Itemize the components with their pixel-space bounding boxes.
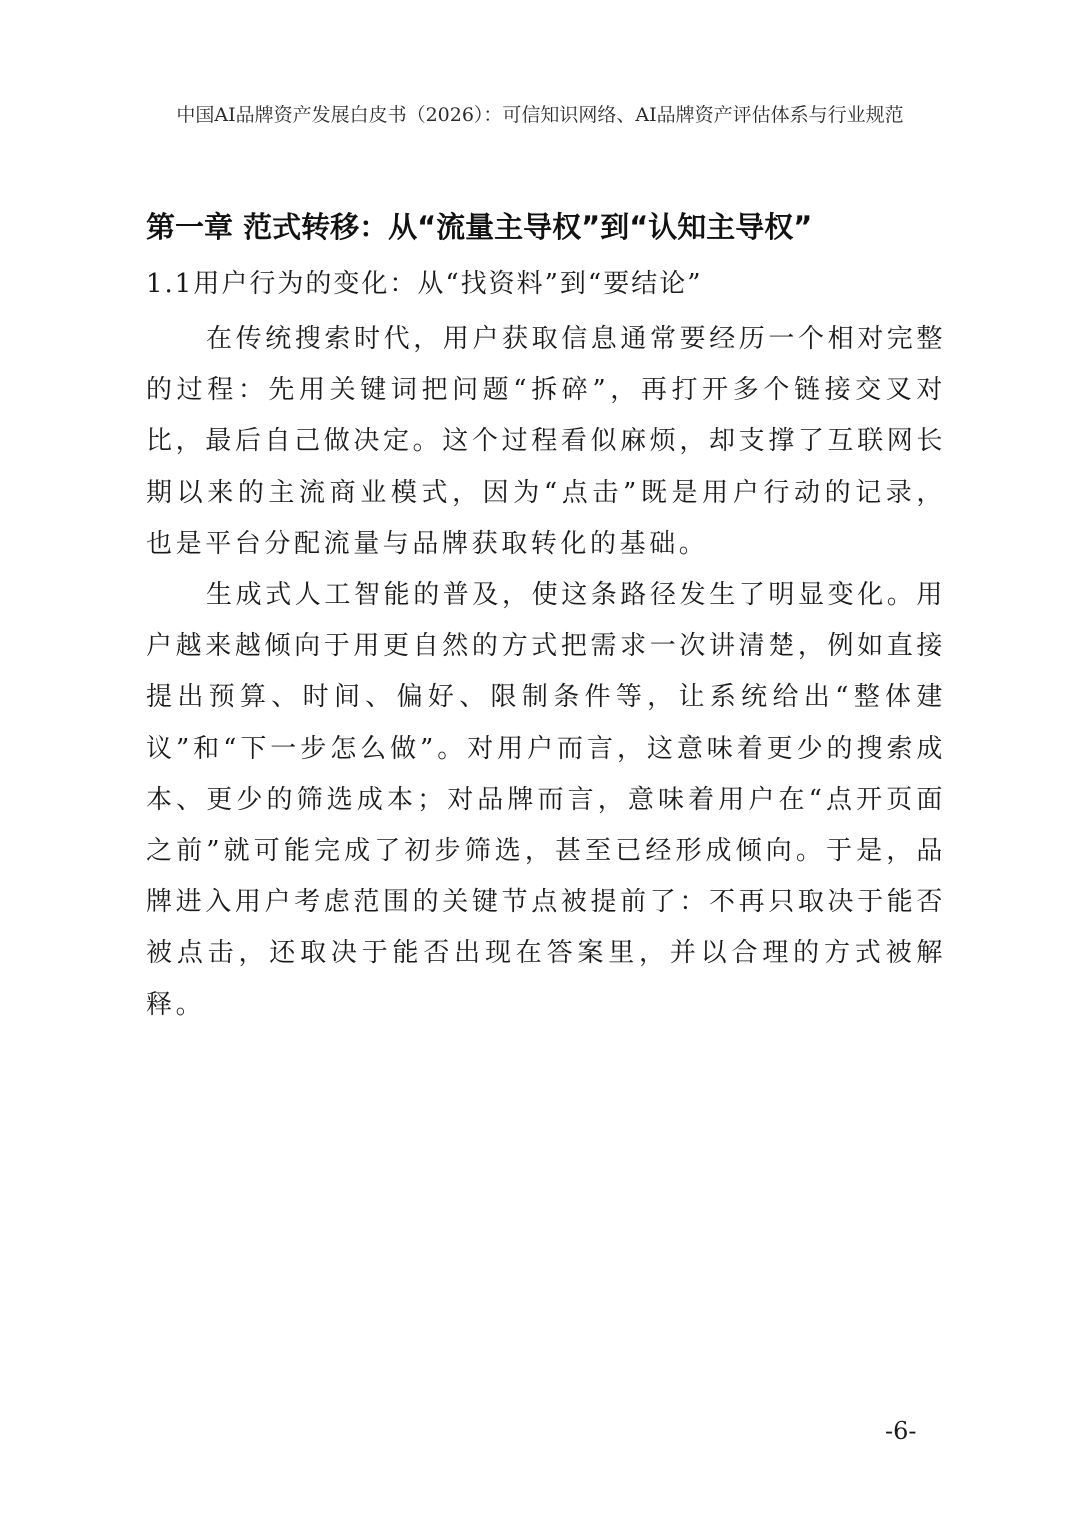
page-number: -6-: [885, 1417, 917, 1445]
running-header: 中国AI品牌资产发展白皮书（2026）：可信知识网络、AI品牌资产评估体系与行业规范: [176, 104, 904, 126]
paragraph: 在传统搜索时代，用户获取信息通常要经历一个相对完整的过程：先用关键词把问题“拆碎”，再打开多个链接交叉对比，最后自己做决定。这个过程看似麻烦，却支撑了互联网长期以来的主流商业模式，因为“点击”既是用户行动的记录，也是平台分配流量与品牌获取转化的基础。: [146, 324, 947, 559]
paragraph: 生成式人工智能的普及，使这条路径发生了明显变化。用户越来越倾向于用更自然的方式把需求一次讲清楚，例如直接提出预算、时间、偏好、限制条件等，让系统给出“整体建议”和“下一步怎么做”。对用户而言，这意味着更少的搜索成本、更少的筛选成本；对品牌而言，意味着用户在“点开页面之前”就可能完成了初步筛选，甚至已经形成倾向。于是，品牌进入用户考虑范围的关键节点被提前了：不再只取决于能否被点击，还取决于能否出现在答案里，并以合理的方式被解释。: [146, 580, 947, 1020]
body-text: [146, 314, 946, 1031]
chapter-title: 第一章 范式转移：从“流量主导权”到“认知主导权”: [146, 210, 813, 244]
section-title: 1.1用户行为的变化：从“找资料”到“要结论”: [146, 269, 703, 299]
